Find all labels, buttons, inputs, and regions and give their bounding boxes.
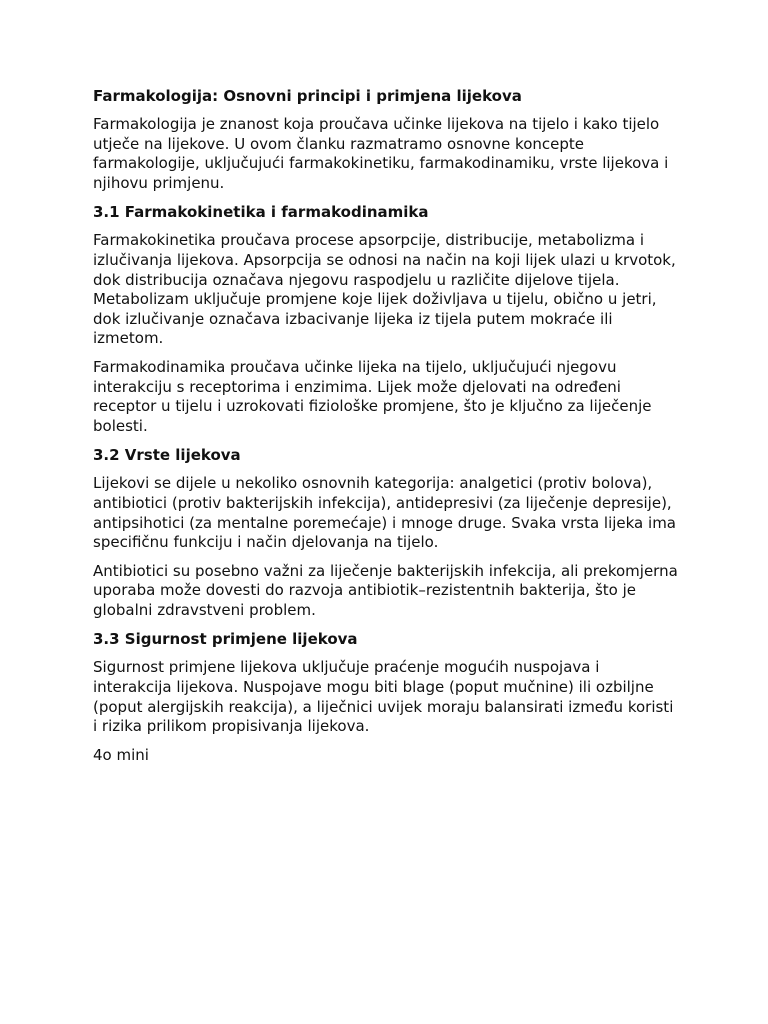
section-paragraph: Farmakodinamika proučava učinke lijeka na tijelo, uključujući njegovu interakciju s receptorima i enzimima. Lijek može djelovati na određeni receptor u tijelu i uzrokovati fiziološke promjene, što je ključno za liječenje bolesti. [93,357,652,435]
section-paragraph: Sigurnost primjene lijekova uključuje praćenje mogućih nuspojava i interakcija lijekova. Nuspojave mogu biti blage (poput mučnine) ili ozbiljne (poput alergijskih reakcija), a liječnici uvijek moraju balansirati između koristi i rizika prilikom propisivanja lijekova. [93,658,674,736]
section-heading: 3.3 Sigurnost primjene lijekova [93,630,358,649]
section-paragraph: Farmakokinetika proučava procese apsorpcije, distribucije, metabolizma i izlučivanja lijekova. Apsorpcija se odnosi na način na koji lijek ulazi u krvotok, dok distribucija označava njegovu raspodjelu u različite dijelove tijela. Metabolizam uključuje promjene koje lijek doživljava u tijelu, obično u jetri, dok izlučivanje označava izbacivanje lijeka iz tijela putem mokraće ili izmetom. [93,231,676,348]
section-drug-safety [93,629,678,736]
section-drug-types [93,445,678,620]
section-paragraph: Antibiotici su posebno važni za liječenje bakterijskih infekcija, ali prekomjerna uporaba može dovesti do razvoja antibiotik–rezistentnih bakterija, što je globalni zdravstveni problem. [93,561,678,619]
section-pharmacokinetics [93,202,678,436]
document-title: Farmakologija: Osnovni principi i primjena lijekova [93,87,522,105]
document-page [93,86,678,774]
footer-note: 4o mini [93,745,149,764]
section-heading: 3.2 Vrste lijekova [93,446,241,465]
section-heading: 3.1 Farmakokinetika i farmakodinamika [93,203,429,222]
section-paragraph: Lijekovi se dijele u nekoliko osnovnih kategorija: analgetici (protiv bolova), antibiotici (protiv bakterijskih infekcija), antidepresivi (za liječenje depresije), antipsihotici (za mentalne poremećaje) i mnoge druge. Svaka vrsta lijeka ima specifičnu funkciju i način djelovanja na tijelo. [93,474,676,552]
intro-paragraph: Farmakologija je znanost koja proučava učinke lijekova na tijelo i kako tijelo utječe na lijekove. U ovom članku razmatramo osnovne koncepte farmakologije, uključujući farmakokinetiku, farmakodinamiku, vrste lijekova i njihovu primjenu. [93,115,669,192]
